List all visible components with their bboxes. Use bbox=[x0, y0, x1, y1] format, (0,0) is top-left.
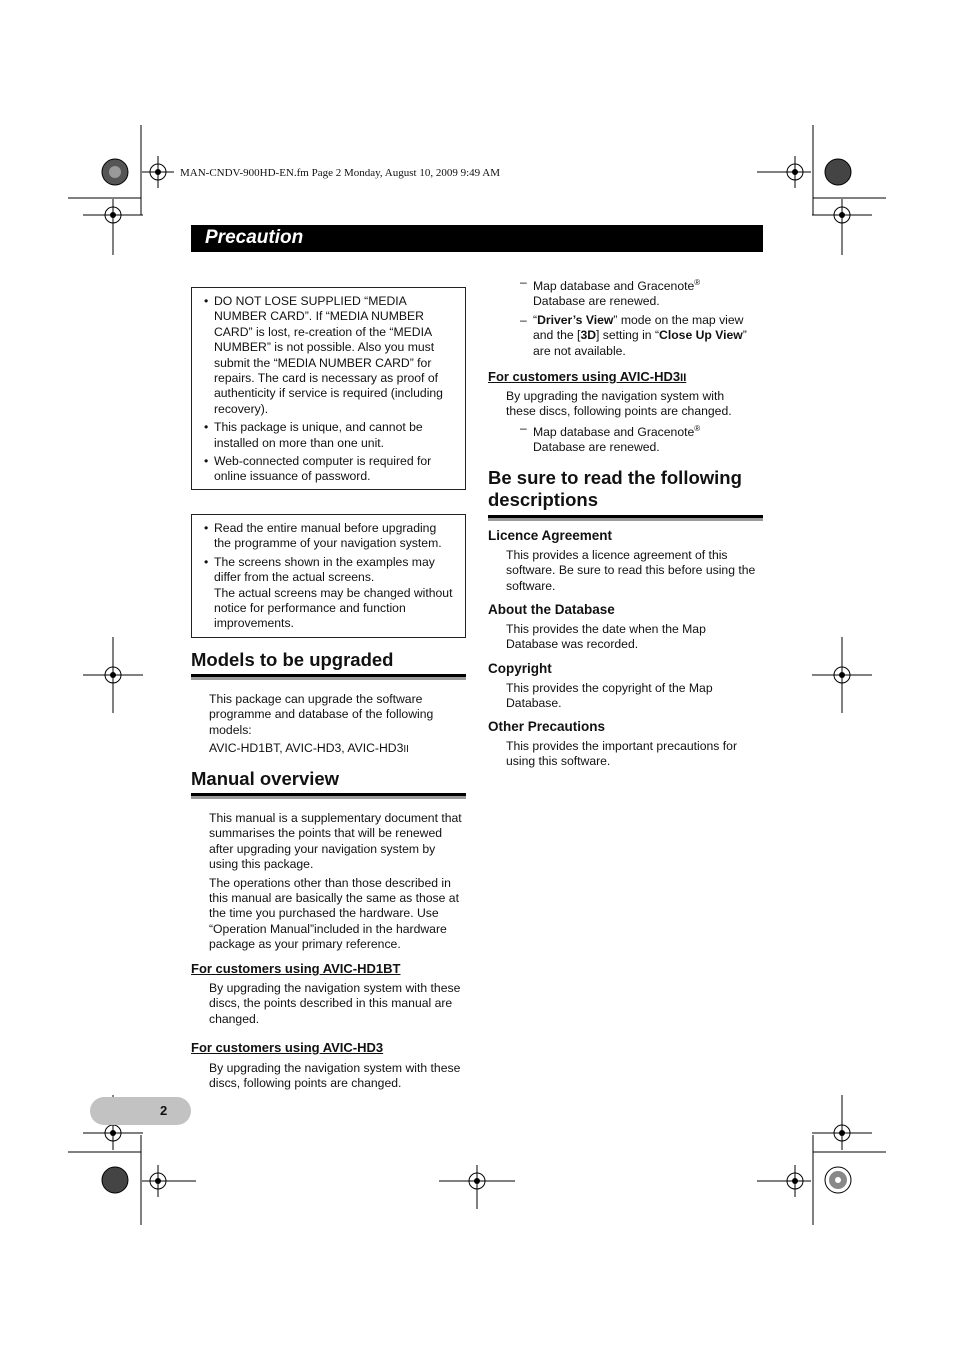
hd3-heading: For customers using AVIC-HD3 bbox=[191, 1040, 384, 1055]
models-list: AVIC-HD1BT, AVIC-HD3, AVIC-HD3II bbox=[209, 741, 409, 756]
read-item-title: Copyright bbox=[488, 661, 552, 676]
models-paragraph: This package can upgrade the software programme and database of the following models: bbox=[209, 692, 434, 737]
section-title: Precaution bbox=[205, 227, 304, 248]
page-number-tab bbox=[90, 1097, 191, 1125]
notice-item-line: The screens shown in the examples may differ from the actual screens. bbox=[214, 554, 435, 585]
notice-item: • Read the entire manual before upgrading the programme of your navigation system. bbox=[202, 521, 455, 552]
hd1bt-heading: For customers using AVIC-HD1BT bbox=[191, 961, 401, 976]
hd3ii-changes-list bbox=[520, 421, 763, 459]
notice-box-2 bbox=[191, 514, 466, 638]
hd3ii-text: By upgrading the navigation system with these discs, following points are changed. bbox=[506, 389, 732, 419]
hd3ii-heading: For customers using AVIC-HD3II bbox=[488, 369, 687, 384]
overview-paragraph: The operations other than those described in this manual are basically the same as those at the time you purchased the hardware. Use “Operation Manual”included in the hardware package as your primary reference. bbox=[209, 875, 459, 952]
heading-rule bbox=[488, 515, 763, 521]
file-slug: MAN-CNDV-900HD-EN.fm Page 2 Monday, August 10, 2009 9:49 AM bbox=[180, 167, 501, 179]
hd1bt-text: By upgrading the navigation system with these discs, the points described in this manual are changed. bbox=[209, 981, 461, 1026]
change-item: – “Driver’s View” mode on the map view and the [3D] setting in “Close Up View” are not available. bbox=[520, 312, 747, 358]
read-section bbox=[488, 467, 763, 521]
read-item-text: This provides the copyright of the Map Database. bbox=[506, 681, 713, 711]
heading-rule bbox=[191, 674, 466, 680]
change-item: – Map database and Gracenote® Database are renewed. bbox=[520, 275, 701, 309]
notice-item bbox=[202, 555, 455, 632]
models-heading: Models to be upgraded bbox=[191, 649, 394, 670]
heading-rule bbox=[191, 793, 466, 799]
models-section bbox=[191, 649, 466, 761]
read-item-title: About the Database bbox=[488, 602, 615, 617]
read-item-text: This provides the important precautions for using this software. bbox=[506, 739, 737, 769]
read-item-title: Other Precautions bbox=[488, 719, 606, 734]
read-item-text: This provides a licence agreement of this software. Be sure to read this before using the software. bbox=[506, 548, 756, 593]
read-item-title: Licence Agreement bbox=[488, 528, 613, 543]
notice-item: • Web-connected computer is required for online issuance of password. bbox=[202, 454, 455, 485]
notice-box-1 bbox=[191, 287, 466, 490]
section-header-bar bbox=[191, 225, 763, 252]
notice-item: • DO NOT LOSE SUPPLIED “MEDIA NUMBER CARD”. If “MEDIA NUMBER CARD” is lost, re-creation of the “MEDIA NUMBER” is not possible. Also you must submit the “MEDIA NUMBER CARD” for repairs. The card is necessary as proof of authenticity if service is required (including recovery). bbox=[202, 294, 455, 417]
overview-paragraph: This manual is a supplementary document that summarises the points that will be renewed after upgrading your navigation system by using this package. bbox=[209, 811, 462, 872]
overview-section bbox=[191, 768, 466, 956]
page-number: 2 bbox=[160, 1103, 168, 1118]
overview-heading: Manual overview bbox=[191, 768, 340, 789]
hd3-changes-list bbox=[520, 275, 763, 362]
read-heading: Be sure to read the following descriptions bbox=[488, 467, 742, 510]
change-item: – Map database and Gracenote® Database are renewed. bbox=[520, 421, 701, 455]
notice-item-line: The actual screens may be changed without notice for performance and function improvements. bbox=[214, 585, 453, 631]
notice-item: • This package is unique, and cannot be installed on more than one unit. bbox=[202, 420, 455, 451]
hd3-text: By upgrading the navigation system with these discs, following points are changed. bbox=[209, 1061, 461, 1091]
read-item-text: This provides the date when the Map Database was recorded. bbox=[506, 622, 706, 652]
